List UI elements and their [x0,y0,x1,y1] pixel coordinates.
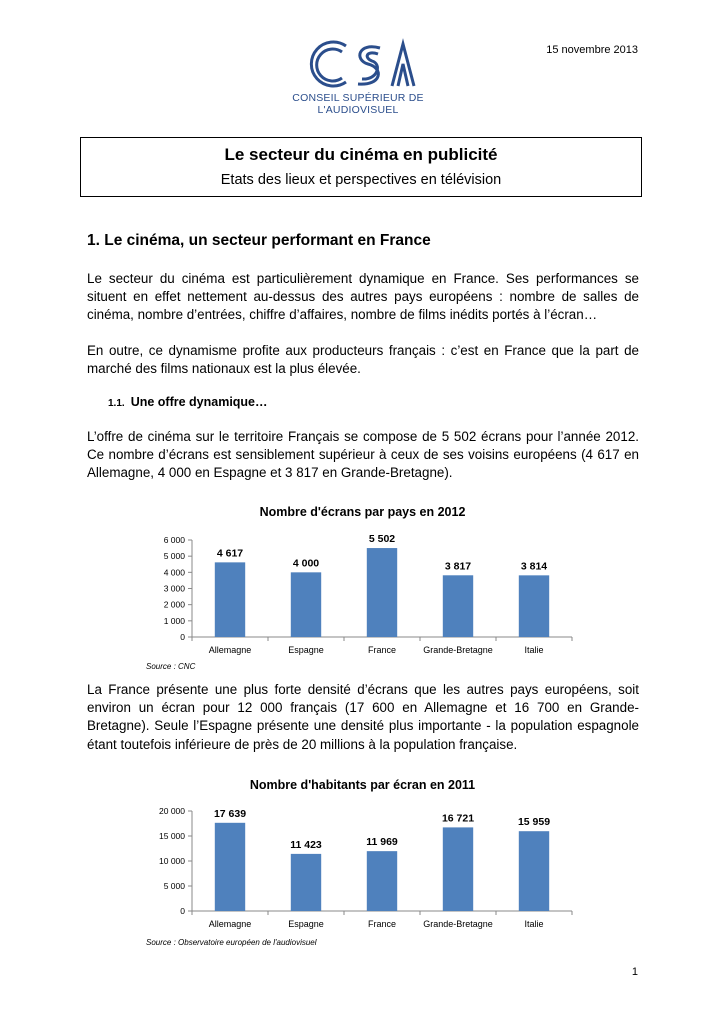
chart-screens [0,526,725,661]
document-subtitle: Etats des lieux et perspectives en télévision [220,172,502,188]
y-tick-label: 5 000 [163,881,185,891]
y-tick-label: 4 000 [163,567,185,578]
bar-espagne [291,854,321,911]
bar-italie [519,575,549,637]
data-label: 3 814 [520,560,548,573]
paragraph-2: En outre, ce dynamisme profite aux producteurs français : c’est en France que la part de marché des films nationaux est la plus élevée. [87,343,639,377]
bar-grande-bretagne [443,827,473,911]
x-tick-label: Espagne [288,919,324,929]
y-tick-label: 0 [180,906,185,916]
page-number: 1 [631,966,638,978]
y-tick-label: 0 [180,632,185,642]
data-label: 5 502 [368,533,396,546]
document-date: 15 novembre 2013 [546,44,638,56]
chart-1-title: Nombre d'écrans par pays en 2012 [259,505,466,519]
subsection-heading [108,395,268,409]
x-tick-label: Italie [524,919,544,929]
x-tick-label: Grande-Bretagne [423,645,493,655]
bar-allemagne [215,823,245,911]
logo-subtitle: CONSEIL SUPÉRIEUR DE L'AUDIOVISUEL [292,92,424,116]
data-label: 16 721 [441,812,475,825]
data-label: 11 423 [290,838,322,851]
subsection-title: Une offre dynamique… [130,395,268,409]
bar-france [367,548,397,637]
x-tick-label: France [367,645,397,655]
data-label: 4 000 [292,557,320,570]
section-heading: 1. Le cinéma, un secteur performant en France [87,232,431,249]
y-tick-label: 10 000 [159,856,185,866]
subsection-number: 1.1. [108,398,125,409]
paragraph-3: L’offre de cinéma sur le territoire Français se compose de 5 502 écrans pour l’année 2012. Ce nombre d’écrans est sensiblement supérieur à ceux de ses voisins européens (4 617 en Allemagne, 4 000 en Espagne et 3 817 en Grande-Bretagne). [87,429,639,481]
chart-inhabitants [0,800,725,940]
bar-espagne [291,572,321,637]
paragraph-4: La France présente une plus forte densité d’écrans que les autres pays européens, soit environ un écran pour 12 000 français (17 600 en Allemagne et 16 700 en Grande-Bretagne). Seule l’Espagne présente une densité plus importante - la population espagnole étant toutefois inférieure de près de 20 millions à la population française. [87,682,639,752]
bar-allemagne [215,562,245,637]
title-box [80,137,642,197]
x-tick-label: Espagne [288,645,324,655]
paragraph-1: Le secteur du cinéma est particulièrement dynamique en France. Ses performances se situent en effet nettement au-dessus des autres pays européens : nombre de salles de cinéma, nombre d’entrées, chiffre d’affaires, nombre de films inédits portés à l’écran… [87,271,639,323]
x-tick-label: Allemagne [208,645,252,655]
data-label: 17 639 [213,807,247,820]
chart-2-title: Nombre d'habitants par écran en 2011 [249,778,476,792]
data-label: 11 969 [366,836,398,849]
bar-france [367,851,397,911]
bar-italie [519,831,549,911]
bar-grande-bretagne [443,575,473,637]
y-tick-label: 2 000 [163,599,185,610]
chart-1-source: Source : CNC [146,662,196,671]
x-tick-label: Allemagne [208,919,252,929]
x-tick-label: France [367,919,397,929]
data-label: 3 817 [444,560,472,573]
data-label: 4 617 [216,547,244,560]
y-tick-label: 5 000 [163,551,185,562]
document-title: Le secteur du cinéma en publicité [224,145,498,164]
x-tick-label: Grande-Bretagne [423,919,493,929]
y-tick-label: 1 000 [163,615,185,626]
y-tick-label: 6 000 [163,535,185,545]
y-tick-label: 20 000 [159,806,185,816]
x-tick-label: Italie [524,645,544,655]
y-tick-label: 15 000 [159,831,185,841]
data-label: 15 959 [517,816,551,829]
y-tick-label: 3 000 [163,583,185,594]
chart-2-source: Source : Observatoire européen de l'audiovisuel [146,938,317,947]
